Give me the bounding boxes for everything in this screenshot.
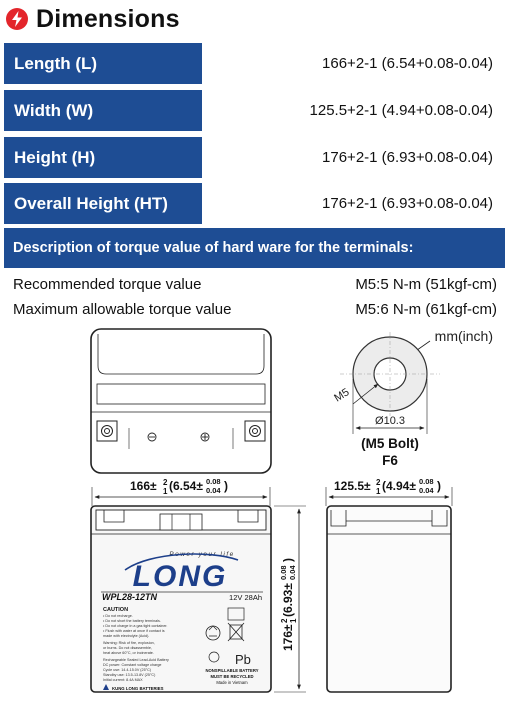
dimension-value: 125.5+2-1 (4.94+0.08-0.04) <box>309 102 493 119</box>
label-brand: LONG <box>132 560 228 593</box>
length-tol-bot: 1 <box>163 487 168 496</box>
width-inch-top: 0.08 <box>419 477 434 486</box>
length-tol-top: 2 <box>163 478 168 487</box>
caution-line: • Do not short the battery terminals. <box>103 619 161 623</box>
dimension-label: Width (W) <box>4 90 202 131</box>
svg-text:(6.54±: (6.54± <box>169 479 203 493</box>
height-main: 176 <box>281 630 295 651</box>
torque-value: M5:5 N-m (51kgf-cm) <box>355 276 497 293</box>
torque-row-maximum <box>13 301 497 323</box>
sealed-line: Rechargeable Sealed Lead-Acid Battery <box>103 658 169 662</box>
recycle-line: Made in Vietnam <box>216 680 248 685</box>
sealed-line: Standby use: 13.5-13.8V (25°C) <box>103 673 156 677</box>
dimension-row-height <box>4 137 505 178</box>
battery-side-view <box>327 506 451 692</box>
caution-line: • Flush with water at once if contact is <box>103 629 165 633</box>
svg-text:): ) <box>437 479 441 493</box>
warning-line: heat above 60°C, or incinerate. <box>103 651 154 655</box>
section-header <box>6 4 180 34</box>
dimension-value: 176+2-1 (6.93+0.08-0.04) <box>322 195 493 212</box>
warning-line: or burns. Do not disassemble, <box>103 646 152 650</box>
label-slogan: Power your life <box>169 551 235 558</box>
caution-line: made with electrolyte (Acid). <box>103 634 150 638</box>
label-rating: 12V 28Ah <box>229 593 262 602</box>
dimension-label: Length (L) <box>4 43 202 84</box>
warning-line: Warning: Risk of fire, explosion, <box>103 641 155 645</box>
width-inch-bot: 0.04 <box>419 486 434 495</box>
length-inch-bot: 0.04 <box>206 486 221 495</box>
svg-text:176±: 176± <box>281 624 295 651</box>
height-tol-bot: 1 <box>289 618 298 623</box>
dimension-row-width <box>4 90 505 131</box>
height-inch-top: 0.08 <box>279 565 288 580</box>
dimension-value: 176+2-1 (6.93+0.08-0.04) <box>322 149 493 166</box>
label-model: WPL28-12TN <box>102 592 158 602</box>
page-title: Dimensions <box>36 4 180 33</box>
recycle-line: MUST BE RECYCLED <box>210 674 254 679</box>
unit-label: mm(inch) <box>434 328 493 344</box>
height-tol-top: 2 <box>280 618 289 623</box>
width-tol-top: 2 <box>376 478 381 487</box>
height-inch: 6.93 <box>281 589 295 613</box>
torque-value: M5:6 N-m (61kgf-cm) <box>355 301 497 318</box>
dimension-row-length <box>4 43 505 84</box>
length-inch-top: 0.08 <box>206 477 221 486</box>
battery-top-view <box>91 329 271 473</box>
caution-line: • Do not recharge. <box>103 614 133 618</box>
width-dimension <box>326 477 452 506</box>
width-tol-bot: 1 <box>376 487 381 496</box>
caution-line: • Do not charge in a gas tight container. <box>103 624 168 628</box>
bolt-detail <box>332 328 493 468</box>
sealed-line: Cycle use: 14.4-15.0V (25°C) <box>103 668 152 672</box>
dimension-value: 166+2-1 (6.54+0.08-0.04) <box>322 55 493 72</box>
height-inch-bot: 0.04 <box>288 565 297 580</box>
svg-text:(4.94±: (4.94± <box>382 479 416 493</box>
recycle-line: NONSPILLABLE BATTERY <box>205 668 259 673</box>
thread-label: M5 <box>332 386 352 405</box>
lightning-bolt-icon <box>6 8 28 30</box>
length-dimension <box>92 477 270 506</box>
lead-symbol: Pb <box>235 652 251 667</box>
dimension-row-overall-height <box>4 183 505 224</box>
label-company: KUNG LONG BATTERIES <box>112 686 164 691</box>
caution-title: CAUTION <box>103 607 129 613</box>
height-dimension <box>274 506 306 692</box>
svg-text:166±: 166± <box>130 479 157 493</box>
sealed-line: Initial current: 8.4A MAX <box>103 678 143 682</box>
svg-text:(6.93±: (6.93± <box>281 583 295 617</box>
bolt-code: F6 <box>382 453 398 468</box>
bolt-diameter: Ø10.3 <box>375 415 405 427</box>
dimension-label: Height (H) <box>4 137 202 178</box>
length-main: 166 <box>130 479 151 493</box>
svg-text:): ) <box>281 558 295 562</box>
torque-band: Description of torque value of hard ware for the terminals: <box>4 228 505 268</box>
torque-label: Maximum allowable torque value <box>13 301 232 318</box>
bolt-caption: (M5 Bolt) <box>361 436 419 451</box>
svg-text:125.5±: 125.5± <box>334 479 371 493</box>
dimension-label: Overall Height (HT) <box>4 183 202 224</box>
width-inch: 4.94 <box>386 479 410 493</box>
battery-drawing <box>0 324 509 704</box>
svg-text:): ) <box>224 479 228 493</box>
width-main: 125.5 <box>334 479 365 493</box>
sealed-line: DC power: Constant voltage charge <box>103 663 162 667</box>
torque-label: Recommended torque value <box>13 276 202 293</box>
torque-row-recommended <box>13 276 497 298</box>
length-inch: 6.54 <box>173 479 197 493</box>
